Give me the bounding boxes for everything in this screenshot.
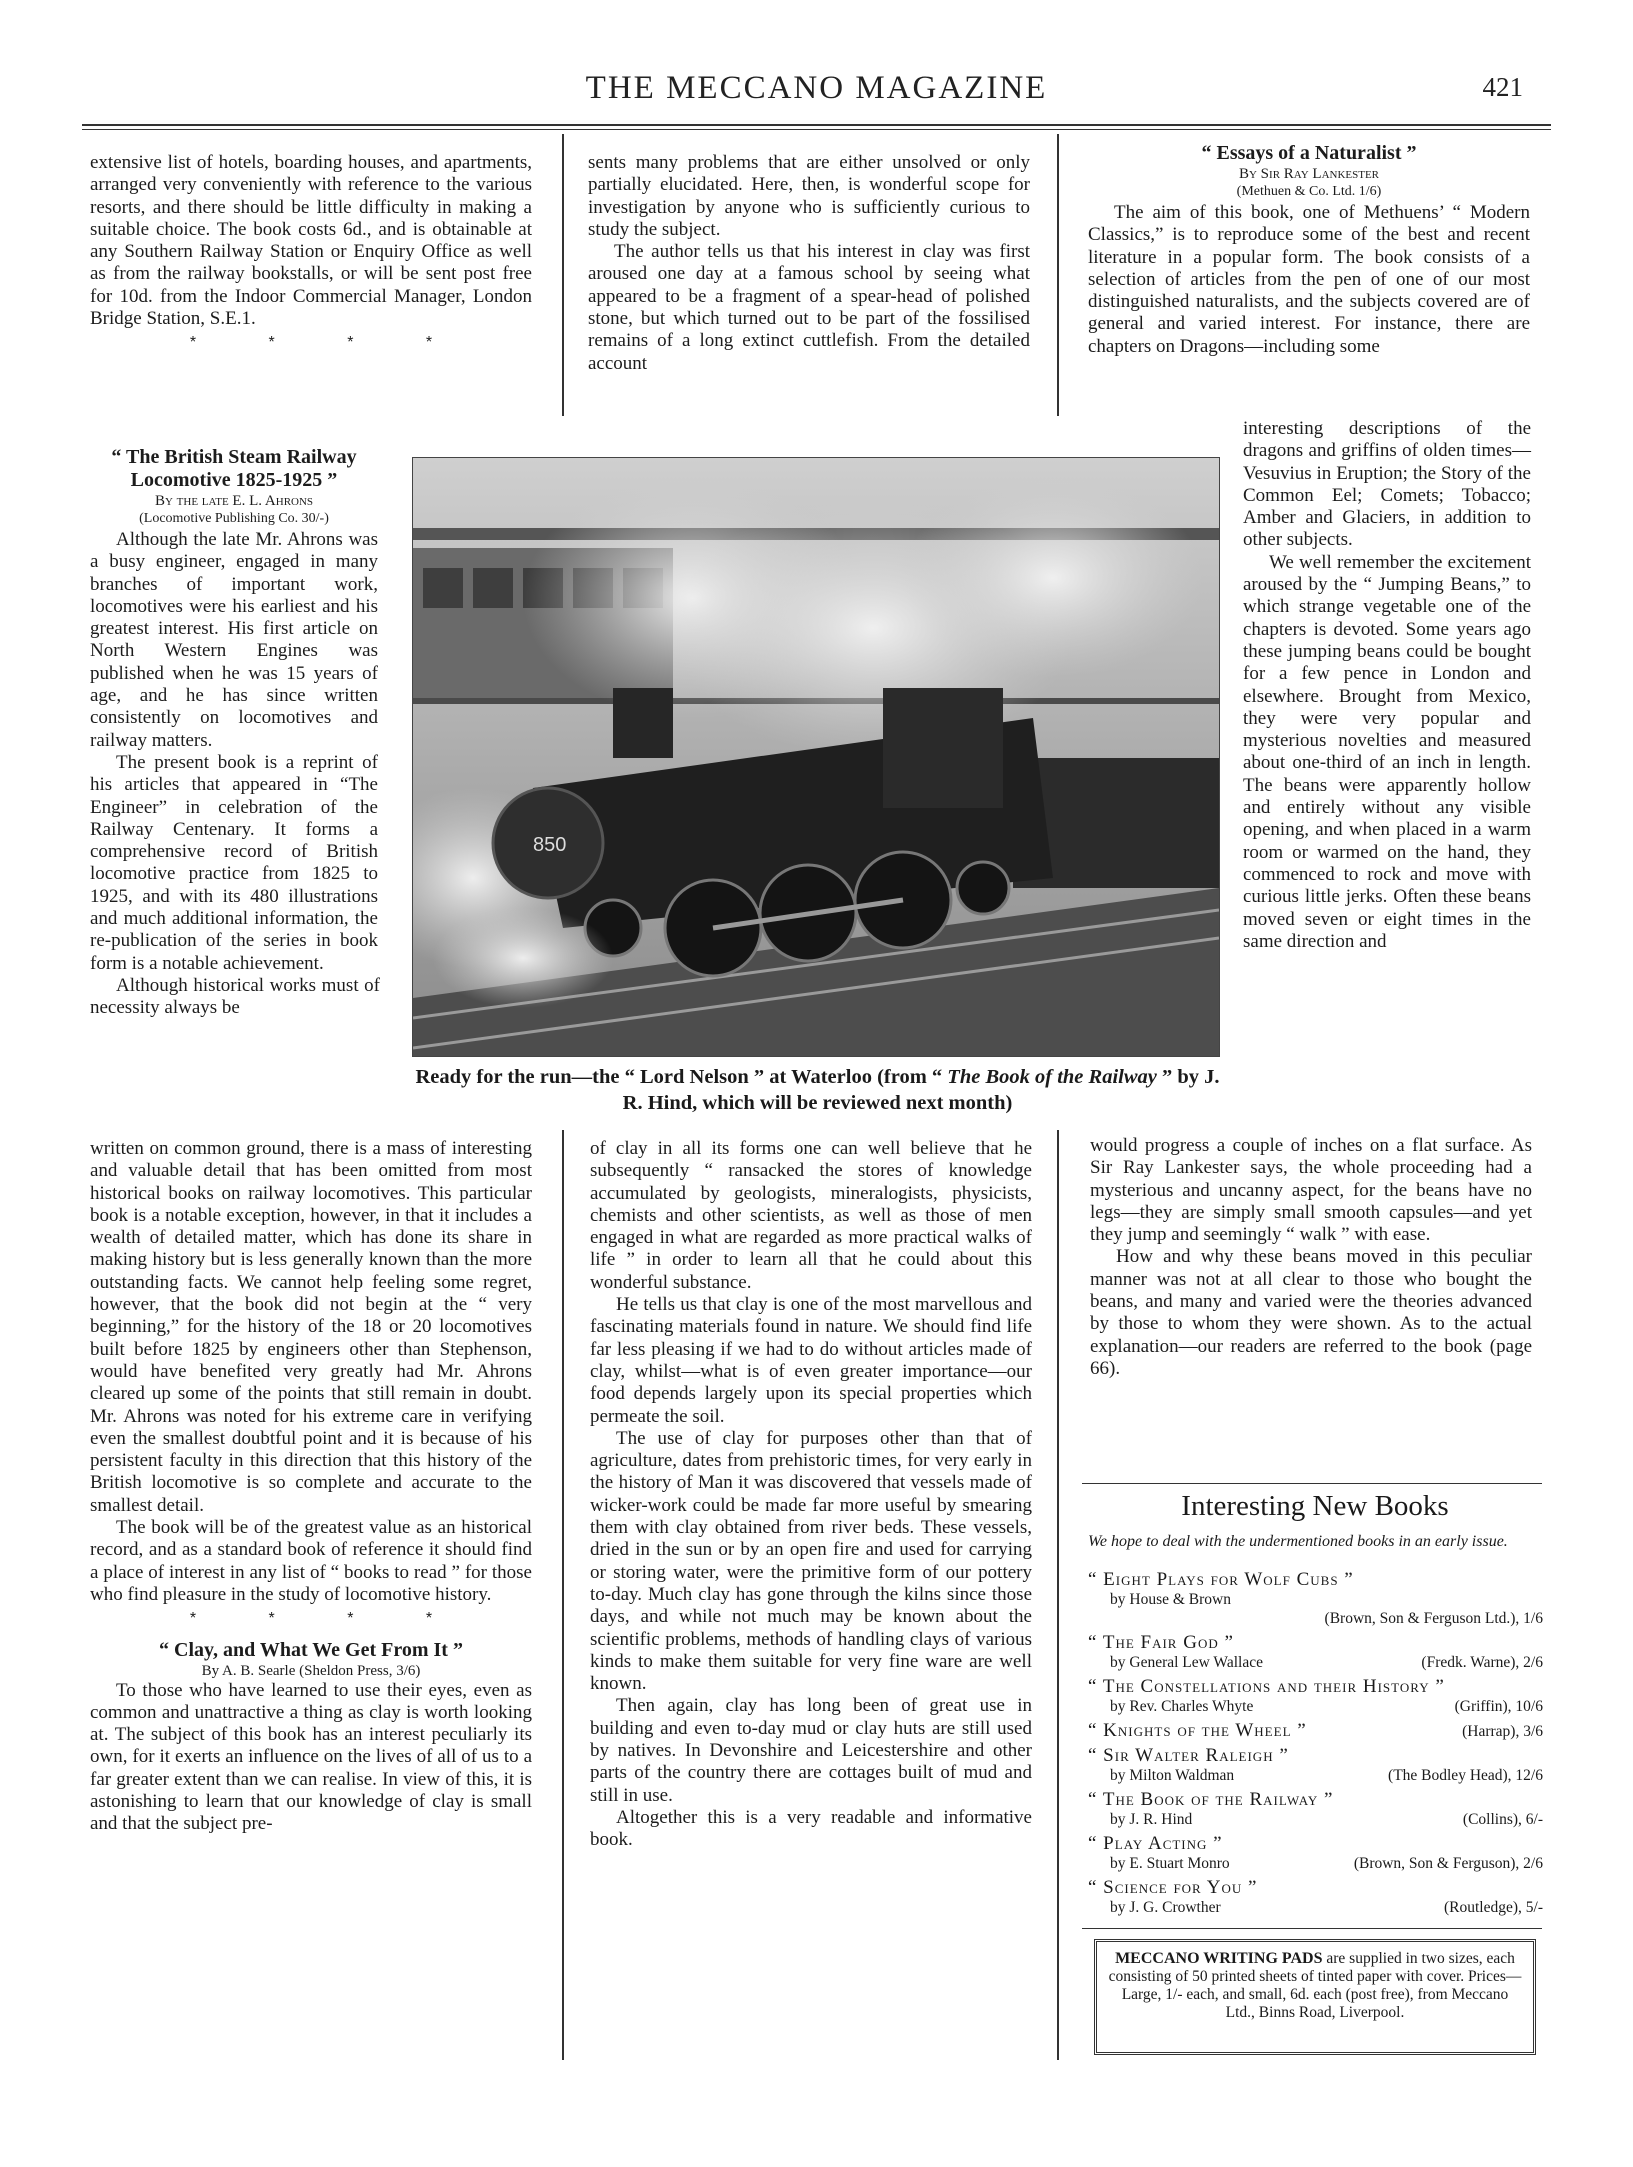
book-author: by Milton Waldman xyxy=(1110,1767,1235,1784)
header-rule xyxy=(82,124,1551,126)
new-books-bottom-rule xyxy=(1082,1928,1542,1929)
list-item xyxy=(1088,1632,1543,1672)
section-separator: * * * * xyxy=(189,334,467,352)
list-item xyxy=(1088,1569,1543,1628)
list-item xyxy=(1088,1789,1543,1829)
book-author: by J. R. Hind xyxy=(1110,1811,1193,1828)
advert-heading: MECCANO WRITING PADS xyxy=(1115,1950,1323,1967)
book-author: by House & Brown xyxy=(1110,1591,1231,1608)
column-3-lower xyxy=(1090,1135,1532,1380)
locomotive-photo xyxy=(412,457,1220,1057)
paragraph: The aim of this book, one of Methuens’ “ Modern Classics,” is to reproduce some of the best and recent literature in a popular form. The book consists of a selection of articles from the pen of one of our most distinguished naturalists, and the subjects covered are of general and varied interest. For instance, there are chapters on Dragons—including some xyxy=(1088,202,1530,357)
book-title: “ The Book of the Railway ” xyxy=(1088,1789,1334,1810)
review-naturalist xyxy=(1088,138,1530,358)
caption-text: ” by J. R. Hind, which will be reviewed next month) xyxy=(622,1066,1220,1114)
paragraph: of clay in all its forms one can well believe that he subsequently “ ransacked the stores of knowledge accumulated by geologists, mineralogists, physicists, chemists and other scientists, as well as those of men engaged in what are regarded as more practical walks of life ” in order to learn all that he could about this wonderful substance. xyxy=(590,1138,1032,1293)
book-publisher: (Routledge), 5/- xyxy=(1443,1899,1543,1916)
section-separator: * * * * xyxy=(189,1610,467,1628)
list-item xyxy=(1088,1720,1543,1741)
column-rule xyxy=(1057,1130,1059,2060)
caption-book-title: The Book of the Railway xyxy=(947,1066,1157,1088)
advert-text: are supplied in two sizes, each consisting of 50 printed sheets of tinted paper with cover. Prices—Large, 1/- each, and small, 6d. each (post free), from Meccano Ltd., Binns Road, Liverpool. xyxy=(1108,1950,1522,2021)
book-publisher: (Brown, Son & Ferguson Ltd.), 1/6 xyxy=(1324,1610,1543,1627)
book-author: by E. Stuart Monro xyxy=(1110,1855,1230,1872)
paragraph: The author tells us that his interest in clay was first aroused one day at a famous school by seeing what appeared to be a fragment of a spear-head of polished stone, but which turned out to be part of the fossilised remains of a long extinct cuttlefish. From the detailed account xyxy=(588,241,1030,374)
book-title: “ Science for You ” xyxy=(1088,1877,1258,1898)
book-author: by Rev. Charles Whyte xyxy=(1110,1698,1254,1715)
review-author: By Sir Ray Lankester xyxy=(1238,166,1380,182)
paragraph: written on common ground, there is a mass of interesting and valuable detail that has been omitted from most historical books on railway locomotives. This particular book is a notable exception, however, in that it includes a wealth of detailed matter, which has done its share in making history but is less generally known than the more outstanding facts. We cannot help feeling some regret, however, that the book did not begin at the “ very beginning,” for the history of the 18 or 20 locomotives built before 1825 by engineers other than Stephenson, would have benefited very greatly had Mr. Ahrons cleared up some of the points that still remain in doubt. Mr. Ahrons was noted for his extreme care in verifying even the smallest doubtful point and it is because of his persistent faculty in this direction that this history of the British locomotive is so complete and accurate to the smallest detail. xyxy=(90,1138,532,1516)
paragraph: How and why these beans moved in this peculiar manner was not at all clear to those who bought the beans, and many and varied were the theories advanced by those to whom they were shown. As to the actual explanation—our readers are referred to the book (page 66). xyxy=(1090,1246,1532,1379)
book-author: by J. G. Crowther xyxy=(1110,1899,1221,1916)
book-publisher: (Harrap), 3/6 xyxy=(1462,1723,1543,1740)
magazine-title: THE MECCANO MAGAZINE xyxy=(585,70,1048,106)
paragraph: Then again, clay has long been of great use in building and even to-day mud or clay huts are still used by natives. In Devonshire and Leicestershire and other parts of the country there are cottages built of mud and still in use. xyxy=(590,1695,1032,1806)
writing-pads-advert xyxy=(1094,1939,1536,2055)
book-title: “ Eight Plays for Wolf Cubs ” xyxy=(1088,1569,1354,1590)
paragraph: He tells us that clay is one of the most marvellous and fascinating materials found in nature. We should find life far less pleasing if we had to do without articles made of clay, whilst—what is of even greater importance—our food depends largely upon its special properties which permeate the soil. xyxy=(590,1294,1032,1427)
paragraph: The use of clay for purposes other than that of agriculture, dates from prehistoric times, for very early in the history of Man it was discovered that vessels made of wicker-work could be made far more useful by smearing them with clay obtained from river beds. These vessels, dried in the sun or by an open fire and used for carrying or storing water, were the primitive form of our pottery to-day. Much clay has gone through the kilns since those days, and while not much may be known about the scientific problems, methods of handling clays of various kinds to make them suitable for very fine ware are well known. xyxy=(590,1427,1032,1695)
review-publisher: (Locomotive Publishing Co. 30/-) xyxy=(139,511,329,526)
review-title: “ Essays of a Naturalist ” xyxy=(1201,142,1417,164)
column-3-narrow xyxy=(1243,418,1531,953)
review-author: By the late E. L. Ahrons xyxy=(154,493,314,509)
list-item xyxy=(1088,1745,1543,1785)
paragraph: We well remember the excitement aroused by the “ Jumping Beans,” to which strange vegetable one of the chapters is devoted. Some years ago these jumping beans could be bought for a few pence in London and elsewhere. Brought from Mexico, they were very popular and mysterious novelties and measured about one-third of an inch in length. The beans were apparently hollow and entirely without any visible opening, and when placed in a warm room or warmed on the hand, they commenced to rock and move with curious little jerks. Often these beans moved seven or eight times in the same direction and xyxy=(1243,551,1531,952)
column-rule xyxy=(562,134,564,416)
paragraph: would progress a couple of inches on a flat surface. As Sir Ray Lankester says, the whole proceeding had a mysterious and uncanny aspect, for the beans have no legs—they are simply small smooth capsules—and yet they jump and seemingly “ walk ” with ease. xyxy=(1090,1135,1532,1246)
photo-caption xyxy=(405,1064,1230,1116)
locomotive-illustration xyxy=(413,458,1219,1056)
column-2-lower xyxy=(590,1138,1032,1852)
paragraph: The book will be of the greatest value as an historical record, and as a standard book of reference it should find a place of interest in any list of “ books to read ” for those who find pleasure in the study of locomotive history. xyxy=(90,1517,532,1605)
book-publisher: (The Bodley Head), 12/6 xyxy=(1388,1767,1543,1784)
paragraph: To those who have learned to use their eyes, even as common and unattractive a thing as clay is worth looking at. The subject of this book has an interest peculiarly its own, for it exerts an influence on the lives of all of us to a far greater extent than we can realise. In view of this, it is astonishing to learn that our knowledge of clay is small and that the subject pre- xyxy=(90,1679,532,1835)
book-publisher: (Griffin), 10/6 xyxy=(1454,1698,1543,1715)
book-author: by General Lew Wallace xyxy=(1110,1654,1263,1671)
paragraph: Although the late Mr. Ahrons was a busy engineer, engaged in many branches of important work, locomotives were his earliest and his greatest interest. His first article on North Western Engines was published when he was 15 years of age, and he has since written consistently on locomotives and railway matters. xyxy=(90,529,378,751)
review-title: “ Clay, and What We Get From It ” xyxy=(159,1638,463,1661)
book-title: “ The Constellations and their History ” xyxy=(1088,1676,1445,1697)
review-publisher: (Methuen & Co. Ltd. 1/6) xyxy=(1236,184,1382,199)
paragraph: Altogether this is a very readable and informative book. xyxy=(590,1806,1032,1851)
smokebox-number-plate: 850 xyxy=(533,834,567,856)
book-title: “ Play Acting ” xyxy=(1088,1833,1223,1854)
new-books-list xyxy=(1088,1569,1543,1921)
paragraph: extensive list of hotels, boarding houses, and apartments, arranged very conveniently with reference to the various resorts, and there should be little difficulty in making a suitable choice. The book costs 6d., and is obtainable at any Southern Railway Station or Enquiry Office as well as from the railway bookstalls, or will be sent post free for 10d. from the Indoor Commercial Manager, London Bridge Station, S.E.1. xyxy=(90,152,532,330)
column-2-top xyxy=(588,152,1030,375)
column-1-lower xyxy=(90,1138,532,1836)
book-title: “ Knights of the Wheel ” xyxy=(1088,1720,1307,1741)
new-books-intro: We hope to deal with the undermentioned books in an early issue. xyxy=(1088,1533,1508,1550)
paragraph: interesting descriptions of the dragons and griffins of olden times—Vesuvius in Eruption; the Story of the Common Eel; Comets; Tobacco; Amber and Glaciers, in addition to other subjects. xyxy=(1243,418,1531,551)
column-1-top xyxy=(90,152,532,359)
book-title: “ Sir Walter Raleigh ” xyxy=(1088,1745,1289,1766)
list-item xyxy=(1088,1877,1543,1917)
book-title: “ The Fair God ” xyxy=(1088,1632,1234,1653)
column-rule xyxy=(562,1130,564,2060)
book-publisher: (Brown, Son & Ferguson), 2/6 xyxy=(1353,1855,1543,1872)
paragraph: The present book is a reprint of his articles that appeared in “The Engineer” in celebration of the Railway Centenary. It forms a comprehensive record of British locomotive practice from 1825 to 1925, and with its 480 illustrations and much additional information, the re-publication of the series in book form is a notable achievement. xyxy=(90,751,378,974)
list-item xyxy=(1088,1833,1543,1873)
review-title: “ The British Steam Railway Locomotive 1825-1925 ” xyxy=(111,446,357,491)
column-rule xyxy=(1057,134,1059,416)
paragraph: sents many problems that are either unsolved or only partially elucidated. Here, then, is wonderful scope for investigation by anyone who is sufficiently curious to study the subject. xyxy=(588,152,1030,240)
review-railway xyxy=(90,438,378,1020)
review-author: By A. B. Searle (Sheldon Press, 3/6) xyxy=(201,1662,421,1679)
new-books-rule xyxy=(1082,1483,1542,1484)
book-publisher: (Collins), 6/- xyxy=(1462,1811,1543,1828)
page-number: 421 xyxy=(1482,72,1523,102)
new-books-title: Interesting New Books xyxy=(1181,1490,1449,1522)
paragraph: Although historical works must of necessity always be xyxy=(90,974,380,1019)
book-publisher: (Fredk. Warne), 2/6 xyxy=(1421,1654,1543,1671)
list-item xyxy=(1088,1676,1543,1716)
header-rule-thin xyxy=(82,129,1551,130)
caption-text: Ready for the run—the “ Lord Nelson ” at Waterloo (from “ xyxy=(415,1066,948,1088)
